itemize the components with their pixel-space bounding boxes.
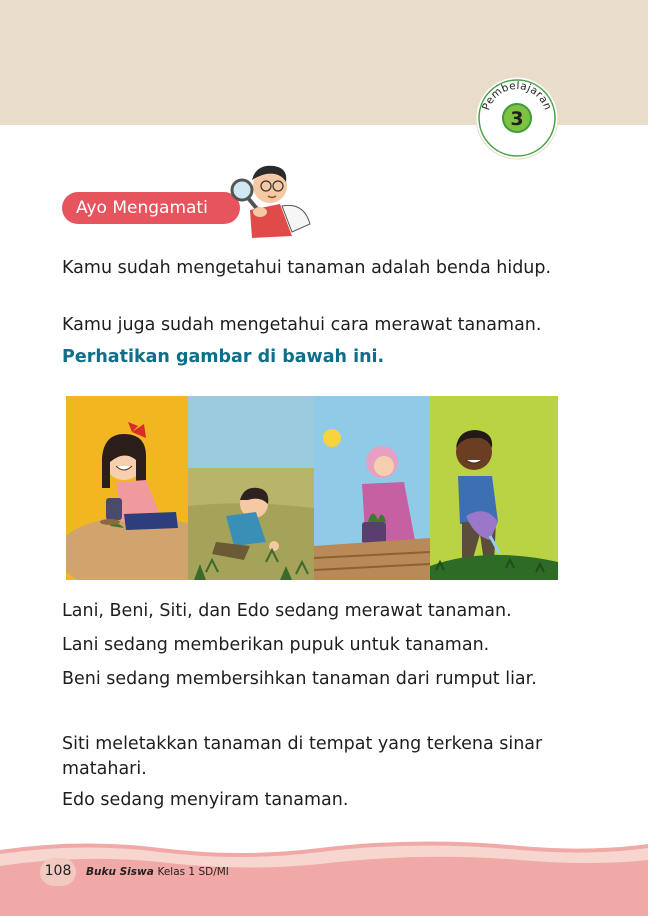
body-line-4: Siti meletakkan tanaman di tempat yang terkena sinar matahari. bbox=[62, 734, 543, 779]
intro-line-2: Kamu juga sudah mengetahui cara merawat tanaman. bbox=[62, 315, 542, 335]
body-line-2: Lani sedang memberikan pupuk untuk tanaman. bbox=[62, 635, 490, 655]
body-line-5: Edo sedang menyiram tanaman. bbox=[62, 790, 349, 810]
lesson-badge bbox=[474, 75, 560, 161]
boy-magnifier-illustration bbox=[222, 158, 314, 238]
badge-label: Pembelajaran bbox=[480, 79, 554, 112]
panel-edo bbox=[430, 396, 558, 580]
book-subtitle: Kelas 1 SD/MI bbox=[157, 866, 229, 878]
page-number: 108 bbox=[44, 863, 72, 879]
panel-siti bbox=[314, 396, 430, 580]
panel-beni bbox=[188, 396, 314, 580]
book-title-main: Buku Siswa bbox=[86, 866, 154, 878]
heading-text: Ayo Mengamati bbox=[76, 198, 208, 218]
plant-care-illustration bbox=[66, 396, 558, 580]
section-heading bbox=[62, 158, 312, 238]
badge-number: 3 bbox=[510, 108, 524, 130]
body-line-1: Lani, Beni, Siti, dan Edo sedang merawat tanaman. bbox=[62, 601, 512, 621]
intro-line-1: Kamu sudah mengetahui tanaman adalah benda hidup. bbox=[62, 258, 552, 278]
body-line-3: Beni sedang membersihkan tanaman dari rumput liar. bbox=[62, 669, 537, 689]
book-title bbox=[86, 866, 229, 878]
instruction: Perhatikan gambar di bawah ini. bbox=[62, 347, 385, 367]
